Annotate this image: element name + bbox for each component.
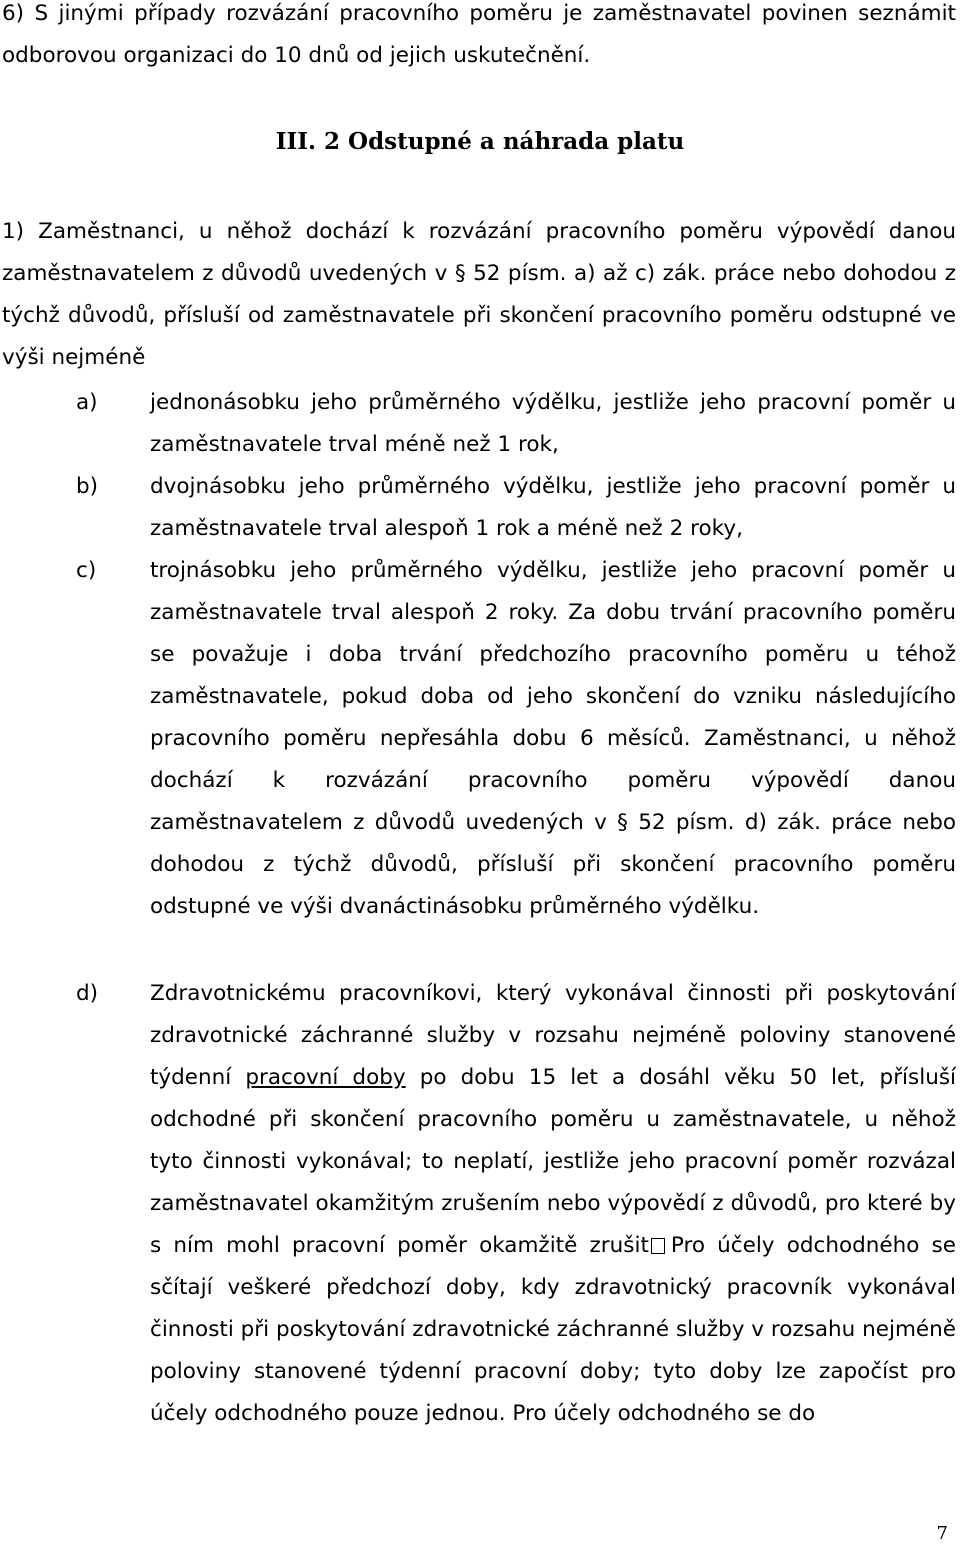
missing-glyph-icon [651, 1238, 665, 1254]
pracovni-doby-link[interactable]: pracovní doby [245, 1065, 406, 1090]
list-item-text-part2: po dobu 15 let a dosáhl věku 50 let, přísluší odchodné při skončení pracovního poměru u zaměstnavatele, u něhož tyto činnosti vykonával; to neplatí, jestliže jeho pracovní poměr rozvázal zaměstnavatel okamžitým zrušením nebo výpovědí z důvodů, pro které by s ním mohl pracovní poměr okamžitě zrušit [150, 1065, 956, 1258]
list-item-text [150, 973, 956, 1435]
list-item-label: a) [76, 390, 98, 415]
list-item-text-part1: Zdravotnickému pracovníkovi, který vykonával činnosti při poskytování zdravotnické záchranné služby v rozsahu nejméně poloviny stanovené týdenní [150, 981, 956, 1090]
page-number: 7 [936, 1523, 948, 1544]
list-item-label: d) [76, 981, 99, 1006]
list-item-text: dvojnásobku jeho průměrného výdělku, jestliže jeho pracovní poměr u zaměstnavatele trval alespoň 1 rok a méně než 2 roky, [150, 474, 956, 541]
list-item-text: jednonásobku jeho průměrného výdělku, jestliže jeho pracovní poměr u zaměstnavatele trval méně než 1 rok, [150, 390, 956, 457]
paragraph-1: 1) Zaměstnanci, u něhož dochází k rozvázání pracovního poměru výpovědí danou zaměstnavatelem z důvodů uvedených v § 52 písm. a) až c) zák. práce nebo dohodou z týchž důvodů, přísluší od zaměstnavatele při skončení pracovního poměru odstupné ve výši nejméně [2, 219, 956, 370]
list-item-text: trojnásobku jeho průměrného výdělku, jestliže jeho pracovní poměr u zaměstnavatele trval alespoň 2 roky. Za dobu trvání pracovního poměru se považuje i doba trvání předchozího pracovního poměru u téhož zaměstnavatele, pokud doba od jeho skončení do vzniku následujícího pracovního poměru nepřesáhla dobu 6 měsíců. Zaměstnanci, u něhož dochází k rozvázání pracovního poměru výpovědí danou zaměstnavatelem z důvodů uvedených v § 52 písm. d) zák. práce nebo dohodou z týchž důvodů, přísluší při skončení pracovního poměru odstupné ve výši dvanáctinásobku průměrného výdělku. [150, 558, 956, 919]
section-heading: III. 2 Odstupné a náhrada platu [275, 128, 685, 155]
paragraph-6: 6) S jinými případy rozvázání pracovního poměru je zaměstnavatel povinen seznámit odborovou organizaci do 10 dnů od jejich uskutečnění. [2, 1, 956, 68]
list-item-text-part3: Pro účely odchodného se sčítají veškeré předchozí doby, kdy zdravotnický pracovník vykonával činnosti při poskytování zdravotnické záchranné služby v rozsahu nejméně poloviny stanovené týdenní pracovní doby; tyto doby lze započíst pro účely odchodného pouze jednou. Pro účely odchodného se do [150, 1233, 956, 1426]
list-item-label: c) [76, 558, 97, 583]
list-item-label: b) [76, 474, 99, 499]
